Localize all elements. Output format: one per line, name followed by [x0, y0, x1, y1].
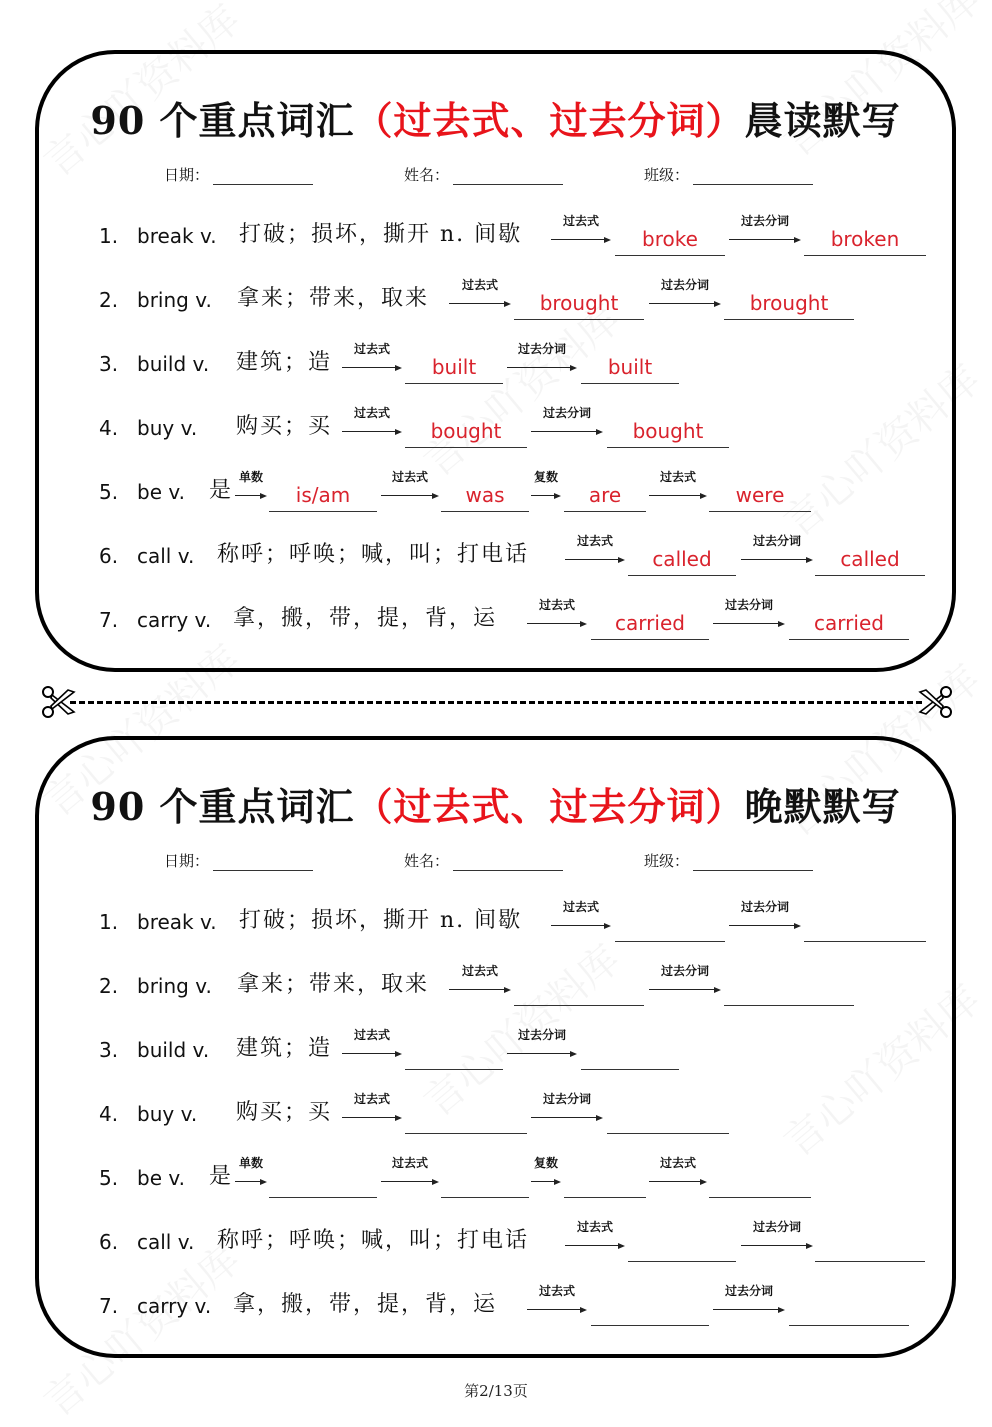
answer-blank[interactable]: [628, 1233, 736, 1262]
class-field[interactable]: [644, 164, 813, 185]
answer-blank[interactable]: [615, 913, 725, 942]
answer-blank[interactable]: carried: [591, 611, 709, 640]
scissors-icon: [918, 684, 954, 720]
item-word: carry v.: [137, 1294, 212, 1318]
class-blank[interactable]: [693, 852, 813, 871]
arrow-icon: 单数: [235, 468, 267, 498]
class-field[interactable]: [644, 850, 813, 871]
title-suffix: 晚默默写: [744, 784, 901, 829]
item-word: break v.: [137, 910, 217, 934]
answer-blank[interactable]: called: [815, 547, 925, 576]
evening-dictation-card: [35, 736, 956, 1358]
item-number: 5.: [99, 1166, 119, 1190]
arrow-icon: 过去分词: [649, 962, 721, 992]
item-meaning: 建筑；造: [236, 1036, 333, 1061]
item-number: 7.: [99, 608, 119, 632]
item-word: bring v.: [137, 974, 212, 998]
answer-blank[interactable]: bought: [607, 419, 729, 448]
answer-blank[interactable]: bought: [405, 419, 527, 448]
class-label: 班级：: [644, 166, 690, 184]
title-prefix: 90 个重点词汇: [90, 784, 355, 829]
answer-blank[interactable]: called: [628, 547, 736, 576]
answer-blank[interactable]: broken: [804, 227, 926, 256]
date-blank[interactable]: [213, 852, 313, 871]
arrow-icon: 过去式: [649, 1154, 707, 1184]
name-blank[interactable]: [453, 166, 563, 185]
item-meaning: 是: [209, 1164, 234, 1189]
answer-blank[interactable]: [789, 1297, 909, 1326]
answer-blank[interactable]: was: [441, 483, 529, 512]
class-label: 班级：: [644, 852, 690, 870]
arrow-icon: 过去式: [381, 1154, 439, 1184]
card-title: [39, 776, 952, 831]
answer-blank[interactable]: [709, 1169, 811, 1198]
answer-blank[interactable]: [269, 1169, 377, 1198]
item-number: 4.: [99, 416, 119, 440]
arrow-icon: 过去式: [565, 532, 625, 562]
item-meaning: 建筑；造: [236, 350, 333, 375]
item-number: 3.: [99, 352, 119, 376]
name-label: 姓名：: [404, 166, 450, 184]
item-meaning: 购买；买: [236, 414, 333, 439]
arrow-icon: 过去式: [342, 1026, 402, 1056]
answer-blank[interactable]: [441, 1169, 529, 1198]
arrow-icon: 过去分词: [531, 404, 603, 434]
date-field[interactable]: [164, 850, 313, 871]
arrow-icon: 过去式: [527, 596, 587, 626]
date-label: 日期：: [164, 852, 210, 870]
item-meaning: 打破；损坏，撕开 n. 间歇: [239, 222, 523, 247]
answer-blank[interactable]: [581, 1041, 679, 1070]
item-meaning: 拿来；带来，取来: [237, 286, 430, 311]
item-meaning: 称呼；呼唤；喊，叫；打电话: [217, 542, 530, 567]
date-field[interactable]: [164, 164, 313, 185]
item-meaning: 是: [209, 478, 234, 503]
page-number: 第2/13页: [464, 1382, 528, 1400]
name-label: 姓名：: [404, 852, 450, 870]
arrow-icon: 过去式: [449, 276, 511, 306]
arrow-icon: 过去式: [565, 1218, 625, 1248]
answer-blank[interactable]: [405, 1105, 527, 1134]
arrow-icon: 过去分词: [649, 276, 721, 306]
item-word: buy v.: [137, 1102, 198, 1126]
title-highlight: （过去式、过去分词）: [354, 784, 745, 829]
class-blank[interactable]: [693, 166, 813, 185]
arrow-icon: 过去分词: [713, 1282, 785, 1312]
arrow-icon: 过去式: [527, 1282, 587, 1312]
answer-blank[interactable]: [591, 1297, 709, 1326]
arrow-icon: 过去式: [381, 468, 439, 498]
answer-blank[interactable]: [564, 1169, 646, 1198]
title-prefix: 90 个重点词汇: [90, 98, 355, 143]
item-number: 3.: [99, 1038, 119, 1062]
name-blank[interactable]: [453, 852, 563, 871]
arrow-icon: 过去分词: [741, 532, 813, 562]
title-suffix: 晨读默写: [744, 98, 901, 143]
item-number: 5.: [99, 480, 119, 504]
arrow-icon: 过去分词: [713, 596, 785, 626]
answer-blank[interactable]: built: [581, 355, 679, 384]
item-number: 6.: [99, 544, 119, 568]
answer-blank[interactable]: were: [709, 483, 811, 512]
arrow-icon: 过去分词: [729, 212, 801, 242]
answer-blank[interactable]: broke: [615, 227, 725, 256]
name-field[interactable]: [404, 850, 563, 871]
arrow-icon: 过去分词: [741, 1218, 813, 1248]
answer-blank[interactable]: brought: [514, 291, 644, 320]
arrow-icon: 过去分词: [507, 340, 577, 370]
item-word: carry v.: [137, 608, 212, 632]
item-word: buy v.: [137, 416, 198, 440]
item-word: be v.: [137, 480, 185, 504]
item-word: call v.: [137, 544, 195, 568]
student-info: [39, 164, 952, 188]
name-field[interactable]: [404, 164, 563, 185]
arrow-icon: 过去式: [449, 962, 511, 992]
arrow-icon: 过去分词: [531, 1090, 603, 1120]
arrow-icon: 单数: [235, 1154, 267, 1184]
answer-blank[interactable]: [724, 977, 854, 1006]
student-info: [39, 850, 952, 874]
answer-blank[interactable]: brought: [724, 291, 854, 320]
answer-blank[interactable]: carried: [789, 611, 909, 640]
answer-blank[interactable]: are: [564, 483, 646, 512]
item-number: 2.: [99, 288, 119, 312]
item-number: 1.: [99, 910, 119, 934]
answer-blank[interactable]: [607, 1105, 729, 1134]
item-word: bring v.: [137, 288, 212, 312]
item-meaning: 打破；损坏，撕开 n. 间歇: [239, 908, 523, 933]
item-meaning: 拿，搬，带，提，背，运: [233, 1292, 498, 1317]
item-number: 6.: [99, 1230, 119, 1254]
answer-blank[interactable]: [405, 1041, 503, 1070]
item-number: 7.: [99, 1294, 119, 1318]
card-title: [39, 90, 952, 145]
arrow-icon: 复数: [531, 468, 561, 498]
cut-line: [70, 701, 922, 704]
answer-blank[interactable]: is/am: [269, 483, 377, 512]
title-highlight: （过去式、过去分词）: [354, 98, 745, 143]
item-number: 4.: [99, 1102, 119, 1126]
item-meaning: 称呼；呼唤；喊，叫；打电话: [217, 1228, 530, 1253]
item-word: build v.: [137, 1038, 210, 1062]
arrow-icon: 过去式: [342, 404, 402, 434]
arrow-icon: 过去式: [342, 340, 402, 370]
arrow-icon: 过去分词: [729, 898, 801, 928]
item-number: 1.: [99, 224, 119, 248]
item-word: be v.: [137, 1166, 185, 1190]
arrow-icon: 过去式: [551, 212, 611, 242]
item-number: 2.: [99, 974, 119, 998]
item-word: break v.: [137, 224, 217, 248]
item-meaning: 拿来；带来，取来: [237, 972, 430, 997]
item-meaning: 拿，搬，带，提，背，运: [233, 606, 498, 631]
answer-blank[interactable]: built: [405, 355, 503, 384]
arrow-icon: 复数: [531, 1154, 561, 1184]
arrow-icon: 过去分词: [507, 1026, 577, 1056]
item-word: call v.: [137, 1230, 195, 1254]
answer-blank[interactable]: [815, 1233, 925, 1262]
item-meaning: 购买；买: [236, 1100, 333, 1125]
date-label: 日期：: [164, 166, 210, 184]
arrow-icon: 过去式: [342, 1090, 402, 1120]
arrow-icon: 过去式: [551, 898, 611, 928]
answer-blank[interactable]: [514, 977, 644, 1006]
answer-blank[interactable]: [804, 913, 926, 942]
item-word: build v.: [137, 352, 210, 376]
arrow-icon: 过去式: [649, 468, 707, 498]
date-blank[interactable]: [213, 166, 313, 185]
morning-dictation-card: [35, 50, 956, 672]
